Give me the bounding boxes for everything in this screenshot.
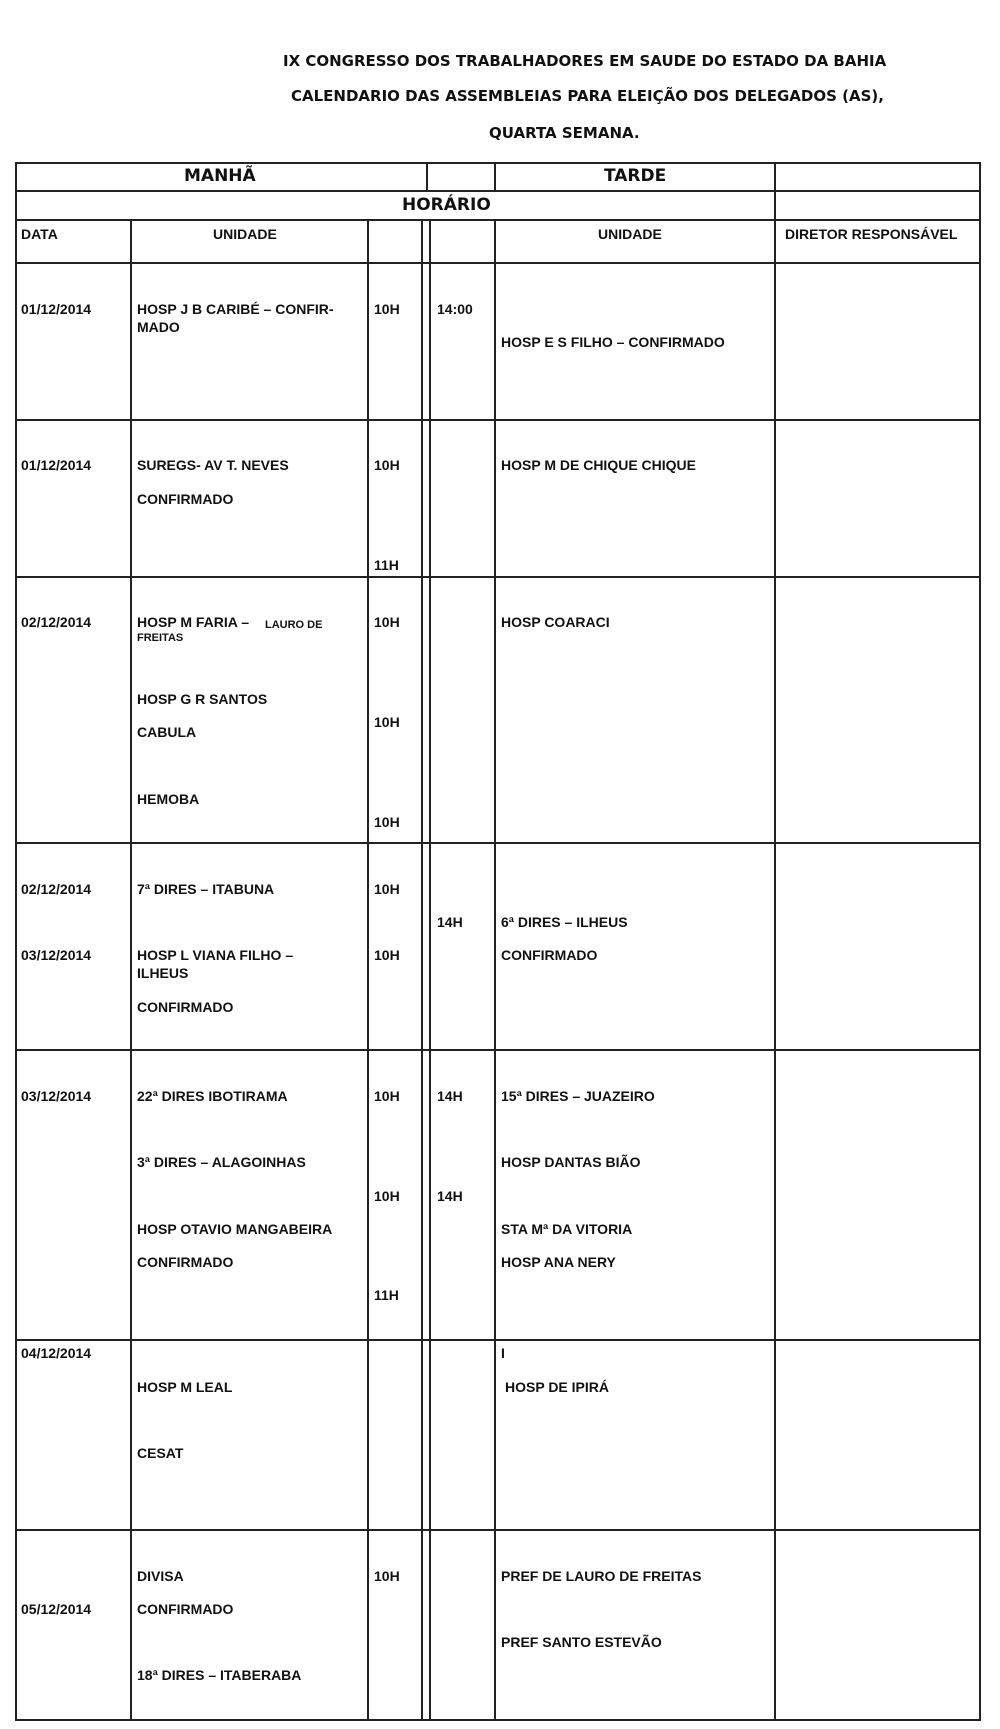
grid-line bbox=[774, 162, 776, 1721]
afternoon-time: 14H bbox=[437, 1088, 463, 1104]
morning-unit-note: LAURO DE bbox=[265, 619, 323, 631]
morning-time: 10H bbox=[374, 457, 400, 473]
afternoon-unit: HOSP E S FILHO – CONFIRMADO bbox=[501, 334, 725, 350]
grid-line bbox=[15, 1529, 981, 1531]
grid-line bbox=[15, 1049, 981, 1051]
grid-line bbox=[15, 190, 981, 192]
header-diretor: DIRETOR RESPONSÁVEL bbox=[785, 226, 958, 242]
morning-time: 11H bbox=[374, 557, 399, 573]
grid-line bbox=[15, 219, 981, 221]
grid-line bbox=[429, 219, 431, 1721]
title-line-1: IX CONGRESSO DOS TRABALHADORES EM SAUDE DO ESTADO DA BAHIA bbox=[283, 52, 887, 70]
afternoon-unit: STA Mª DA VITORIA bbox=[501, 1221, 633, 1237]
row-date: 02/12/2014 bbox=[21, 614, 92, 630]
header-horario: HORÁRIO bbox=[402, 195, 491, 215]
row-date: 02/12/2014 bbox=[21, 881, 92, 897]
header-unidade-manha: UNIDADE bbox=[213, 226, 277, 242]
row-date: 03/12/2014 bbox=[21, 947, 92, 963]
grid-line bbox=[15, 1719, 981, 1721]
morning-unit: 3ª DIRES – ALAGOINHAS bbox=[137, 1154, 306, 1170]
morning-time: 10H bbox=[374, 614, 400, 630]
grid-line bbox=[15, 162, 981, 164]
morning-time: 10H bbox=[374, 714, 400, 730]
row-date: 03/12/2014 bbox=[21, 1088, 92, 1104]
morning-unit: CONFIRMADO bbox=[137, 491, 234, 507]
morning-unit: HOSP L VIANA FILHO – bbox=[137, 947, 294, 963]
morning-unit: CONFIRMADO bbox=[137, 999, 234, 1015]
grid-line bbox=[15, 162, 17, 1721]
afternoon-time: 14H bbox=[437, 1188, 463, 1204]
morning-time: 10H bbox=[374, 1568, 400, 1584]
afternoon-unit: HOSP M DE CHIQUE CHIQUE bbox=[501, 457, 696, 473]
afternoon-time: 14:00 bbox=[437, 301, 473, 317]
row-date: 01/12/2014 bbox=[21, 301, 92, 317]
grid-line bbox=[15, 576, 981, 578]
header-unidade-tarde: UNIDADE bbox=[598, 226, 662, 242]
morning-unit: 18ª DIRES – ITABERABA bbox=[137, 1667, 302, 1683]
afternoon-unit: HOSP ANA NERY bbox=[501, 1254, 616, 1270]
header-manha: MANHÃ bbox=[184, 166, 256, 186]
morning-unit: SUREGS- AV T. NEVES bbox=[137, 457, 289, 473]
afternoon-unit: CONFIRMADO bbox=[501, 947, 598, 963]
morning-time: 10H bbox=[374, 301, 400, 317]
grid-line bbox=[979, 162, 981, 1721]
title-line-3: QUARTA SEMANA. bbox=[489, 124, 640, 142]
grid-line bbox=[421, 219, 423, 1721]
morning-unit: CESAT bbox=[137, 1445, 184, 1461]
morning-unit: HOSP G R SANTOS bbox=[137, 691, 268, 707]
morning-unit: DIVISA bbox=[137, 1568, 184, 1584]
grid-line bbox=[130, 219, 132, 1721]
afternoon-mark: I bbox=[501, 1345, 505, 1361]
grid-line bbox=[494, 219, 496, 1721]
morning-unit: HOSP OTAVIO MANGABEIRA bbox=[137, 1221, 333, 1237]
afternoon-unit: HOSP COARACI bbox=[501, 614, 610, 630]
afternoon-unit: 15ª DIRES – JUAZEIRO bbox=[501, 1088, 655, 1104]
morning-unit: HOSP M FARIA – bbox=[137, 614, 250, 630]
morning-time: 11H bbox=[374, 1287, 399, 1303]
afternoon-unit: PREF SANTO ESTEVÃO bbox=[501, 1634, 662, 1650]
row-date: 01/12/2014 bbox=[21, 457, 92, 473]
morning-time: 10H bbox=[374, 814, 400, 830]
afternoon-unit: HOSP DE IPIRÁ bbox=[505, 1379, 609, 1395]
morning-unit: CONFIRMADO bbox=[137, 1254, 234, 1270]
afternoon-unit: PREF DE LAURO DE FREITAS bbox=[501, 1568, 702, 1584]
row-date: 05/12/2014 bbox=[21, 1601, 92, 1617]
morning-unit-note: FREITAS bbox=[137, 632, 184, 644]
morning-time: 10H bbox=[374, 1188, 400, 1204]
morning-unit: ILHEUS bbox=[137, 965, 189, 981]
morning-unit: 22ª DIRES IBOTIRAMA bbox=[137, 1088, 288, 1104]
afternoon-unit: HOSP DANTAS BIÃO bbox=[501, 1154, 641, 1170]
grid-line bbox=[367, 219, 369, 1721]
morning-unit: HOSP M LEAL bbox=[137, 1379, 233, 1395]
morning-time: 10H bbox=[374, 881, 400, 897]
afternoon-time: 14H bbox=[437, 914, 463, 930]
grid-line bbox=[426, 162, 428, 192]
grid-line bbox=[15, 842, 981, 844]
grid-line bbox=[15, 1339, 981, 1341]
grid-line bbox=[15, 262, 981, 264]
header-data: DATA bbox=[21, 226, 58, 242]
morning-unit: CABULA bbox=[137, 724, 197, 740]
morning-unit: HOSP J B CARIBÉ – CONFIR- bbox=[137, 301, 334, 317]
morning-unit: HEMOBA bbox=[137, 791, 200, 807]
morning-unit: MADO bbox=[137, 319, 180, 335]
grid-line bbox=[494, 162, 496, 192]
grid-line bbox=[15, 419, 981, 421]
morning-unit: 7ª DIRES – ITABUNA bbox=[137, 881, 275, 897]
morning-time: 10H bbox=[374, 947, 400, 963]
morning-time: 10H bbox=[374, 1088, 400, 1104]
morning-unit: CONFIRMADO bbox=[137, 1601, 234, 1617]
title-line-2: CALENDARIO DAS ASSEMBLEIAS PARA ELEIÇÃO DOS DELEGADOS (AS), bbox=[291, 87, 884, 105]
row-date: 04/12/2014 bbox=[21, 1345, 92, 1361]
header-tarde: TARDE bbox=[604, 166, 667, 186]
afternoon-unit: 6ª DIRES – ILHEUS bbox=[501, 914, 628, 930]
